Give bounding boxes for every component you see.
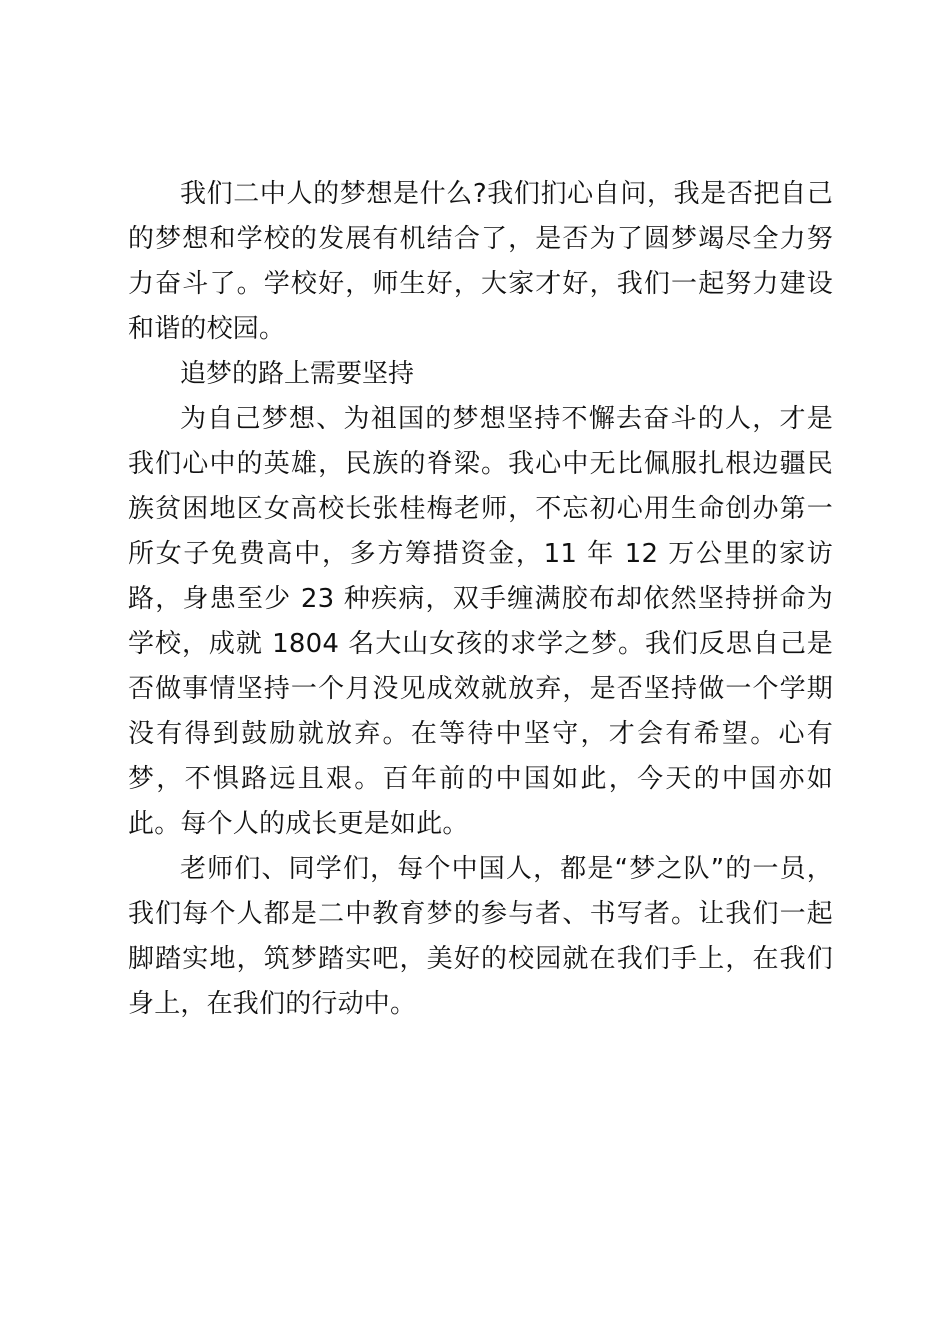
paragraph-closing: 老师们、同学们，每个中国人，都是“梦之队”的一员，我们每个人都是二中教育梦的参与者、书写者。让我们一起脚踏实地，筑梦踏实吧，美好的校园就在我们手上，在我们身上，在我们的行动中。 [128, 854, 833, 1019]
document-body [128, 172, 833, 1027]
paragraph-dream-question: 我们二中人的梦想是什么?我们扪心自问，我是否把自己的梦想和学校的发展有机结合了，是否为了圆梦竭尽全力努力奋斗了。学校好，师生好，大家才好，我们一起努力建设和谐的校园。 [128, 179, 833, 344]
section-heading-persistence: 追梦的路上需要坚持 [180, 359, 415, 389]
paragraph-persistence: 为自己梦想、为祖国的梦想坚持不懈去奋斗的人，才是我们心中的英雄，民族的脊梁。我心中无比佩服扎根边疆民族贫困地区女高校长张桂梅老师，不忘初心用生命创办第一所女子免费高中，多方筹措资金，11 年 12 万公里的家访路，身患至少 23 种疾病，双手缠满胶布却依然坚持拼命为学校，成就 1804 名大山女孩的求学之梦。我们反思自己是否做事情坚持一个月没见成效就放弃，是否坚持做一个学期没有得到鼓励就放弃。在等待中坚守，才会有希望。心有梦，不惧路远且艰。百年前的中国如此，今天的中国亦如此。每个人的成长更是如此。 [128, 404, 833, 839]
